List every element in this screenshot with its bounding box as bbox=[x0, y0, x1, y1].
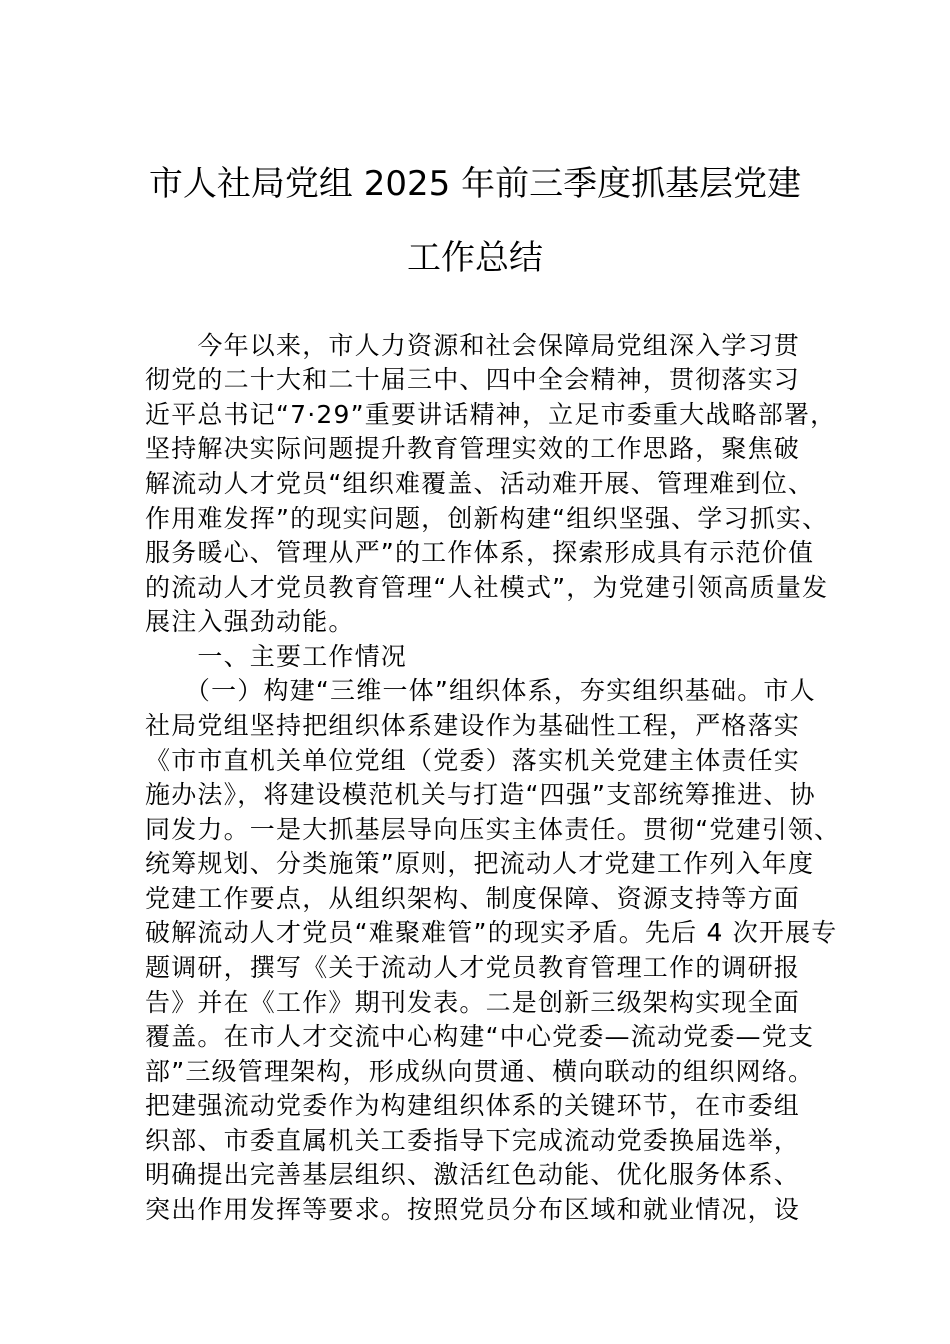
body-line: 党建工作要点，从组织架构、制度保障、资源支持等方面 bbox=[145, 884, 801, 913]
body-line: 展注入强劲动能。 bbox=[145, 607, 355, 636]
body-line: 坚持解决实际问题提升教育管理实效的工作思路，聚焦破 bbox=[145, 434, 801, 463]
document-title-line-2: 工作总结 bbox=[407, 238, 543, 278]
document-title-line-1: 市人社局党组 2025 年前三季度抓基层党建 bbox=[148, 164, 802, 204]
body-line: 告》并在《工作》期刊发表。二是创新三级架构实现全面 bbox=[145, 988, 801, 1017]
body-line: 近平总书记“7·29”重要讲话精神，立足市委重大战略部署， bbox=[145, 400, 837, 429]
section-heading: 一、主要工作情况 bbox=[145, 642, 408, 671]
body-line: 统筹规划、分类施策”原则，把流动人才党建工作列入年度 bbox=[145, 849, 815, 878]
body-line: 题调研，撰写《关于流动人才党员教育管理工作的调研报 bbox=[145, 953, 801, 982]
body-line: 把建强流动党委作为构建组织体系的关键环节，在市委组 bbox=[145, 1091, 801, 1120]
body-line: 今年以来，市人力资源和社会保障局党组深入学习贯 bbox=[145, 331, 801, 360]
body-line: 《市市直机关单位党组（党委）落实机关党建主体责任实 bbox=[145, 746, 801, 775]
subsection-heading: （一）构建“三维一体”组织体系，夯实组织基础。市人 bbox=[145, 676, 816, 705]
body-line: 织部、市委直属机关工委指导下完成流动党委换届选举， bbox=[145, 1126, 801, 1155]
body-line: 覆盖。在市人才交流中心构建“中心党委—流动党委—党支 bbox=[145, 1022, 815, 1051]
body-line: 作用难发挥”的现实问题，创新构建“组织坚强、学习抓实、 bbox=[145, 504, 829, 533]
body-line: 服务暖心、管理从严”的工作体系，探索形成具有示范价值 bbox=[145, 538, 815, 567]
body-line: 施办法》，将建设模范机关与打造“四强”支部统筹推进、协 bbox=[145, 780, 816, 809]
body-line: 破解流动人才党员“难聚难管”的现实矛盾。先后 4 次开展专 bbox=[145, 918, 838, 947]
body-line: 部”三级管理架构，形成纵向贯通、横向联动的组织网络。 bbox=[145, 1057, 815, 1086]
body-line: 解流动人才党员“组织难覆盖、活动难开展、管理难到位、 bbox=[145, 469, 815, 498]
body-line: 社局党组坚持把组织体系建设作为基础性工程，严格落实 bbox=[145, 711, 801, 740]
body-line: 明确提出完善基层组织、激活红色动能、优化服务体系、 bbox=[145, 1160, 801, 1189]
body-line: 彻党的二十大和二十届三中、四中全会精神，贯彻落实习 bbox=[145, 365, 801, 394]
body-line: 同发力。一是大抓基层导向压实主体责任。贯彻“党建引领、 bbox=[145, 815, 841, 844]
body-line: 突出作用发挥等要求。按照党员分布区域和就业情况，设 bbox=[145, 1195, 801, 1224]
body-line: 的流动人才党员教育管理“人社模式”，为党建引领高质量发 bbox=[145, 573, 829, 602]
